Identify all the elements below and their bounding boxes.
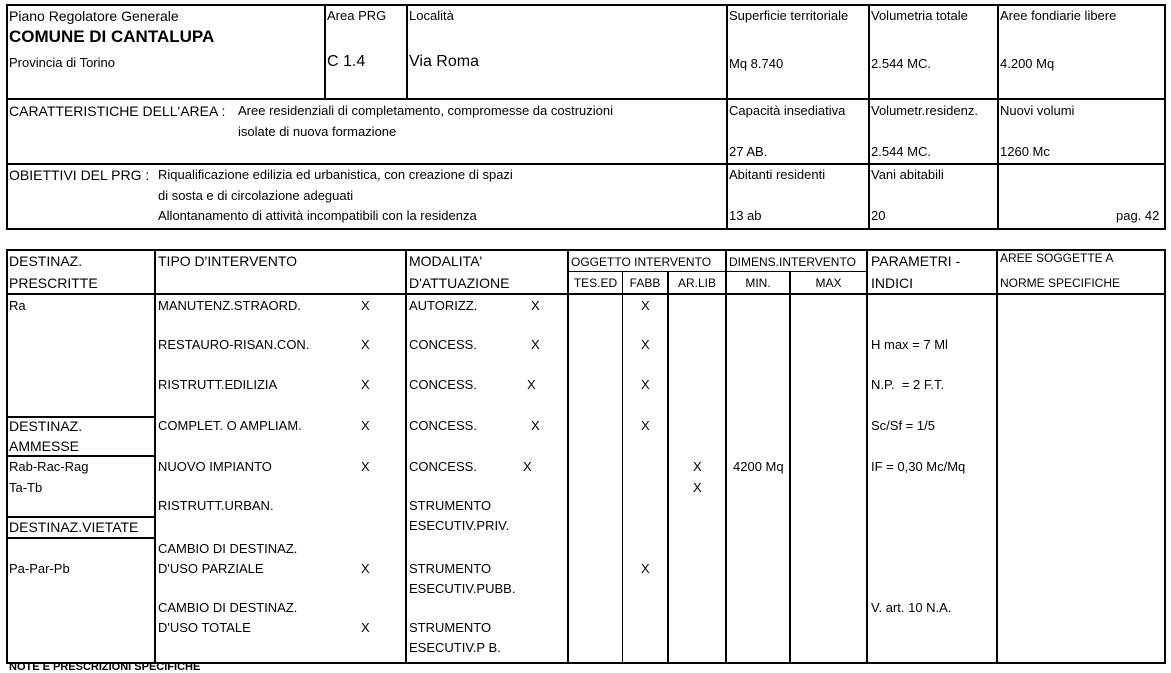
param-scsf: Sc/Sf = 1/5: [871, 418, 935, 433]
tipo-cambio-parziale-2: D'USO PARZIALE: [158, 561, 264, 576]
tipo-mark: X: [361, 620, 370, 635]
localita-label: Località: [409, 8, 454, 23]
vani-value: 20: [871, 208, 886, 223]
mod-strumento-priv-2: ESECUTIV.PRIV.: [409, 518, 510, 533]
tipo-mark: X: [361, 561, 370, 576]
param-np: N.P. = 2 F.T.: [871, 377, 945, 392]
dest-ammesse-label-1: DESTINAZ.: [9, 418, 83, 434]
mod-concess-4: CONCESS.: [409, 459, 477, 474]
dim-min-value: 4200 Mq: [733, 459, 784, 474]
provincia-label: Provincia di Torino: [9, 55, 115, 70]
volumetr-value: 2.544 MC.: [871, 144, 931, 159]
param-vart: V. art. 10 N.A.: [871, 600, 952, 615]
tipo-restauro: RESTAURO-RISAN.CON.: [158, 337, 310, 352]
divider: [667, 271, 669, 664]
tipo-mark: X: [361, 298, 370, 313]
volumetr-label: Volumetr.residenz.: [871, 103, 978, 118]
nuovi-value: 1260 Mc: [1000, 144, 1050, 159]
divider: [6, 455, 156, 457]
fabb-mark: X: [641, 337, 650, 352]
divider: [6, 537, 156, 539]
dest-vietate-label: DESTINAZ.VIETATE: [9, 519, 139, 535]
mod-mark: X: [531, 298, 540, 313]
capacita-value: 27 AB.: [729, 144, 768, 159]
header-mod-1: MODALITA': [409, 253, 483, 269]
tipo-mark: X: [361, 418, 370, 433]
mod-mark: X: [523, 459, 532, 474]
notes-heading: NOTE E PRESCRIZIONI SPECIFICHE: [9, 661, 201, 673]
abitanti-label: Abitanti residenti: [729, 167, 826, 182]
fabb-mark: X: [641, 377, 650, 392]
header-tes: TES.ED: [573, 276, 618, 290]
mod-concess-3: CONCESS.: [409, 418, 477, 433]
divider: [568, 271, 866, 272]
mod-concess-2: CONCESS.: [409, 377, 477, 392]
tipo-ristrutt-edilizia: RISTRUTT.EDILIZIA: [158, 377, 278, 392]
divider: [866, 249, 868, 664]
tipo-cambio-parziale-1: CAMBIO DI DESTINAZ.: [158, 541, 298, 556]
fabb-mark: X: [641, 418, 650, 433]
divider: [868, 4, 870, 230]
header-fabb: FABB: [629, 276, 661, 290]
header-dimens: DIMENS.INTERVENTO: [729, 255, 856, 269]
divider: [6, 516, 156, 518]
piano-label: Piano Regolatore Generale: [9, 8, 179, 24]
header-dest-1: DESTINAZ.: [9, 253, 83, 269]
dest-ammesse-label-2: AMMESSE: [9, 438, 80, 454]
mod-mark: X: [531, 337, 540, 352]
mod-concess-1: CONCESS.: [409, 337, 477, 352]
tipo-mark: X: [361, 337, 370, 352]
arlib-mark: X: [693, 480, 702, 495]
divider: [725, 249, 727, 664]
dest-prescritte-value: Ra: [9, 298, 26, 313]
header-max: MAX: [815, 276, 842, 290]
tipo-complet: COMPLET. O AMPLIAM.: [158, 418, 302, 433]
vani-label: Vani abitabili: [871, 167, 944, 182]
mod-strumento-pubb-2: ESECUTIV.PUBB.: [409, 581, 516, 596]
localita-value: Via Roma: [409, 53, 479, 70]
obiettivi-line3: Allontanamento di attività incompatibili con la residenza: [158, 208, 477, 223]
tipo-cambio-totale-1: CAMBIO DI DESTINAZ.: [158, 600, 298, 615]
nuovi-label: Nuovi volumi: [1000, 103, 1075, 118]
header-arlib: AR.LIB: [677, 276, 716, 290]
header-mod-2: D'ATTUAZIONE: [409, 275, 510, 291]
fabb-mark: X: [641, 561, 650, 576]
capacita-label: Capacità insediativa: [729, 103, 846, 118]
tipo-mark: X: [361, 459, 370, 474]
dest-ammesse-value-2: Ta-Tb: [9, 480, 43, 495]
page-number: pag. 42: [1116, 208, 1160, 223]
volumetria-value: 2.544 MC.: [871, 56, 931, 71]
divider: [622, 271, 623, 664]
mod-mark: X: [531, 418, 540, 433]
divider: [726, 4, 728, 230]
aree-label: Aree fondiarie libere: [1000, 8, 1117, 23]
divider: [406, 4, 408, 99]
tipo-manutenz: MANUTENZ.STRAORD.: [158, 298, 301, 313]
param-hmax: H max = 7 Ml: [871, 337, 948, 352]
caratteristiche-line2: isolate di nuova formazione: [238, 124, 397, 139]
tipo-mark: X: [361, 377, 370, 392]
superficie-label: Superficie territoriale: [729, 8, 849, 23]
mod-strumento-pubb-1: STRUMENTO: [409, 561, 492, 576]
area-prg-label: Area PRG: [327, 8, 387, 23]
caratteristiche-line1: Aree residenziali di completamento, compromesse da costruzioni: [238, 103, 614, 118]
volumetria-label: Volumetria totale: [871, 8, 968, 23]
caratteristiche-label: CARATTERISTICHE DELL'AREA :: [9, 103, 226, 119]
divider: [6, 293, 1166, 295]
param-if: IF = 0,30 Mc/Mq: [871, 459, 966, 474]
tipo-nuovo-impianto: NUOVO IMPIANTO: [158, 459, 272, 474]
fabb-mark: X: [641, 298, 650, 313]
mod-mark: X: [527, 377, 536, 392]
mod-strumento-priv-1: STRUMENTO: [409, 498, 492, 513]
header-aree-2: NORME SPECIFICHE: [1000, 276, 1121, 290]
abitanti-value: 13 ab: [729, 208, 762, 223]
dest-vietate-value: Pa-Par-Pb: [9, 561, 70, 576]
header-aree-1: AREE SOGGETTE A: [1000, 251, 1114, 265]
arlib-mark: X: [693, 459, 702, 474]
divider: [996, 249, 998, 664]
header-dest-2: PRESCRITTE: [9, 275, 98, 291]
obiettivi-line1: Riqualificazione edilizia ed urbanistica, con creazione di spazi: [158, 167, 513, 182]
divider: [6, 98, 1166, 100]
superficie-value: Mq 8.740: [729, 56, 784, 71]
divider: [567, 249, 569, 664]
divider: [789, 271, 791, 664]
header-parametri-1: PARAMETRI -: [871, 253, 961, 269]
divider: [997, 4, 999, 230]
tipo-cambio-totale-2: D'USO TOTALE: [158, 620, 251, 635]
mod-strumento-pb-1: STRUMENTO: [409, 620, 492, 635]
header-oggetto: OGGETTO INTERVENTO: [571, 255, 712, 269]
header-parametri-2: INDICI: [871, 275, 913, 291]
mod-strumento-pb-2: ESECUTIV.P B.: [409, 640, 501, 655]
area-prg-value: C 1.4: [327, 53, 366, 70]
mod-autorizz: AUTORIZZ.: [409, 298, 478, 313]
divider: [405, 249, 407, 664]
tipo-ristrutt-urban: RISTRUTT.URBAN.: [158, 498, 274, 513]
obiettivi-label: OBIETTIVI DEL PRG :: [9, 167, 150, 183]
divider: [6, 163, 1166, 165]
comune-title: COMUNE DI CANTALUPA: [9, 27, 215, 46]
obiettivi-line2: di sosta e di circolazione adeguati: [158, 188, 354, 203]
dest-ammesse-value-1: Rab-Rac-Rag: [9, 459, 89, 474]
header-tipo: TIPO D'INTERVENTO: [158, 253, 298, 269]
divider: [324, 4, 326, 99]
header-min: MIN.: [745, 276, 771, 290]
aree-value: 4.200 Mq: [1000, 56, 1055, 71]
